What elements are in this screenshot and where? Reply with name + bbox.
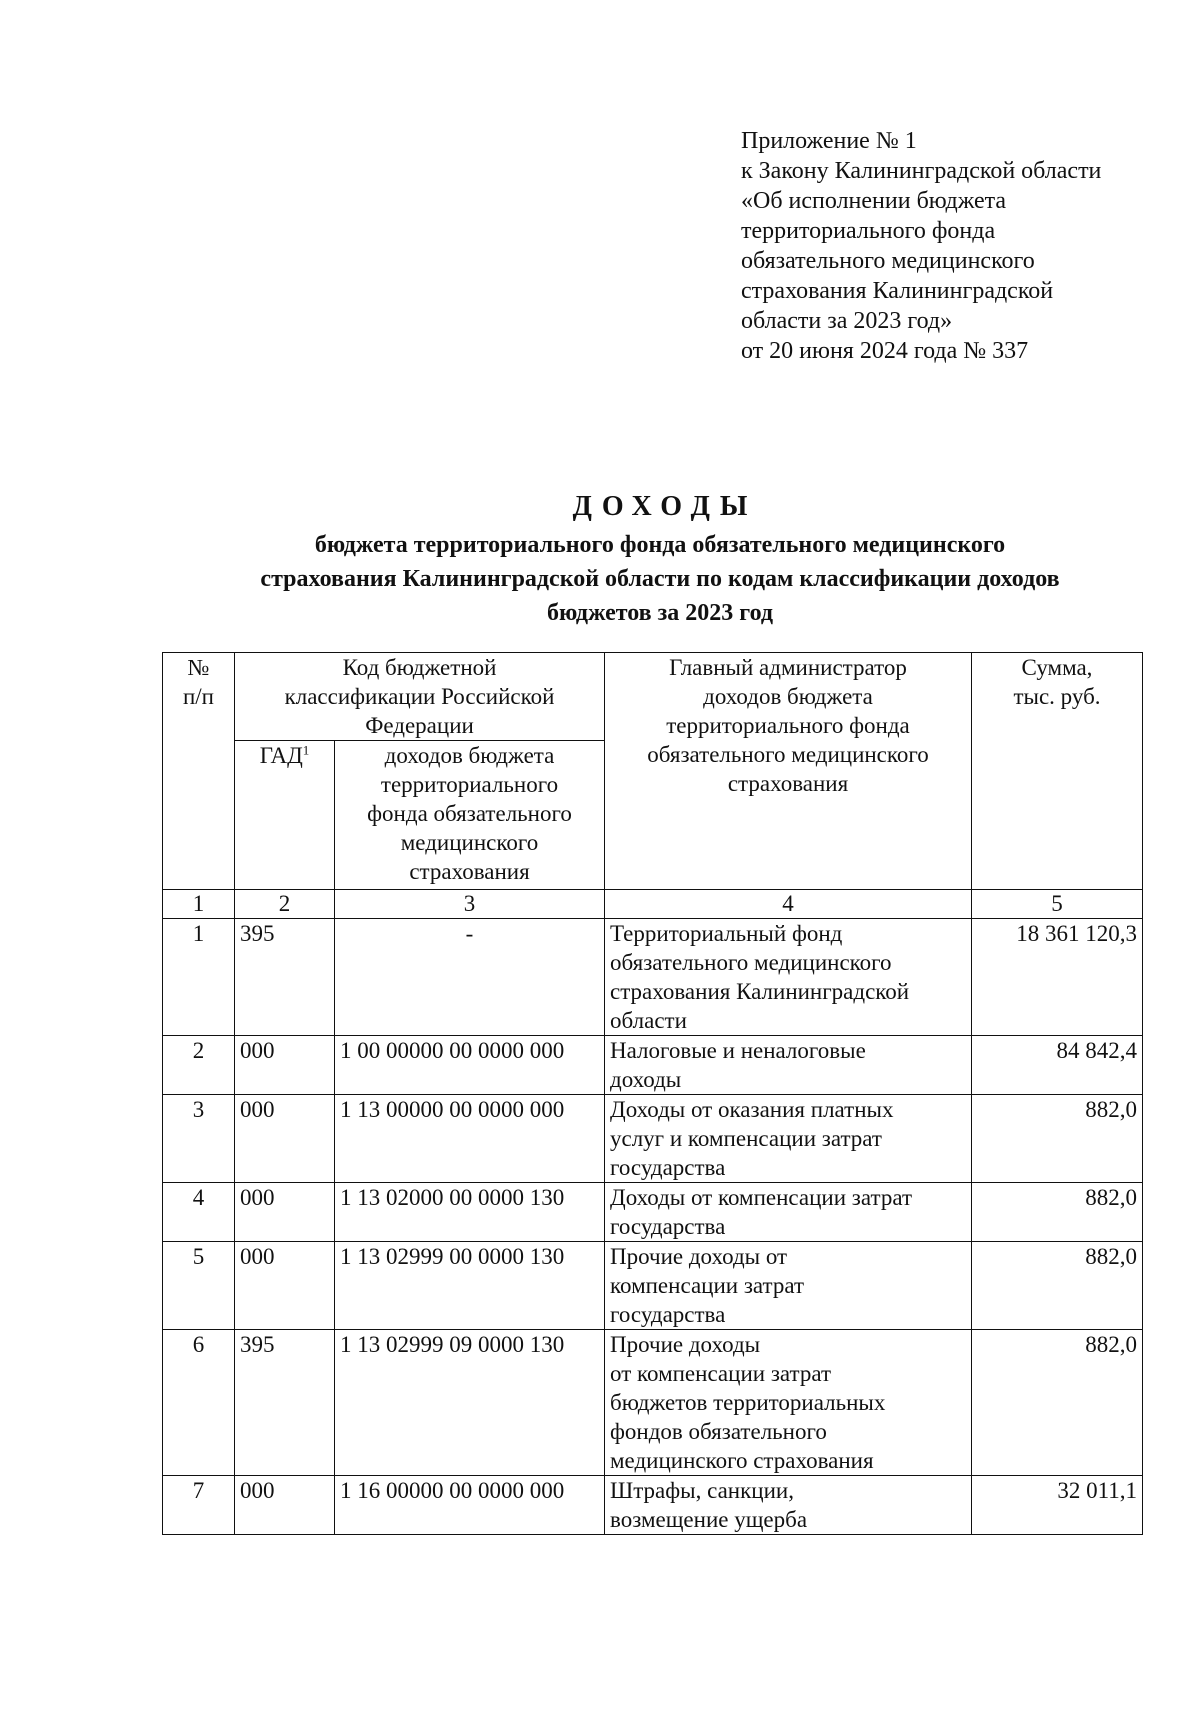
row-code: 1 13 00000 00 0000 000 — [335, 1095, 605, 1183]
appendix-line: территориального фонда — [741, 218, 996, 244]
header-admin: Главный администратор доходов бюджета территориального фонда обязательного медицинского страхования — [605, 653, 972, 890]
row-sum: 882,0 — [972, 1242, 1143, 1330]
row-name: Прочие доходы от компенсации затрат бюджетов территориальных фондов обязательного медицинского страхования — [605, 1330, 972, 1476]
appendix-line: Приложение № 1 — [741, 128, 917, 154]
header-row — [163, 653, 1143, 741]
appendix-line: «Об исполнении бюджета — [741, 188, 1007, 214]
header-sum: Сумма, тыс. руб. — [972, 653, 1143, 890]
document-title — [100, 490, 1200, 630]
appendix-line: к Закону Калининградской области — [741, 158, 1102, 184]
title-main: ДОХОДЫ — [572, 491, 758, 522]
income-table-wrapper — [162, 652, 1143, 1535]
row-name: Штрафы, санкции, возмещение ущерба — [605, 1476, 972, 1535]
row-gad: 000 — [235, 1242, 335, 1330]
row-gad: 395 — [235, 919, 335, 1036]
column-number: 1 — [163, 890, 235, 919]
header-code-group: Код бюджетной классификации Российской Федерации — [235, 653, 605, 741]
column-number: 5 — [972, 890, 1143, 919]
title-subtitle-line: бюджета территориального фонда обязательного медицинского — [314, 532, 1006, 558]
row-code: - — [335, 919, 605, 1036]
row-sum: 84 842,4 — [972, 1036, 1143, 1095]
column-number: 2 — [235, 890, 335, 919]
row-code: 1 13 02000 00 0000 130 — [335, 1183, 605, 1242]
row-gad: 000 — [235, 1036, 335, 1095]
row-gad: 395 — [235, 1330, 335, 1476]
header-num: № п/п — [163, 653, 235, 890]
column-numbers-row — [163, 890, 1143, 919]
header-income-code: доходов бюджета территориального фонда обязательного медицинского страхования — [335, 741, 605, 890]
row-gad: 000 — [235, 1476, 335, 1535]
row-num: 6 — [163, 1330, 235, 1476]
table-row — [163, 1036, 1143, 1095]
appendix-line: области за 2023 год» — [741, 308, 953, 334]
table-row — [163, 1095, 1143, 1183]
table-row — [163, 1183, 1143, 1242]
row-code: 1 13 02999 00 0000 130 — [335, 1242, 605, 1330]
appendix-header — [741, 126, 1161, 366]
row-num: 7 — [163, 1476, 235, 1535]
row-sum: 18 361 120,3 — [972, 919, 1143, 1036]
row-name: Территориальный фонд обязательного медицинского страхования Калининградской области — [605, 919, 972, 1036]
column-number: 3 — [335, 890, 605, 919]
row-code: 1 00 00000 00 0000 000 — [335, 1036, 605, 1095]
row-gad: 000 — [235, 1183, 335, 1242]
column-number: 4 — [605, 890, 972, 919]
table-row — [163, 919, 1143, 1036]
row-num: 4 — [163, 1183, 235, 1242]
row-sum: 882,0 — [972, 1095, 1143, 1183]
row-num: 5 — [163, 1242, 235, 1330]
row-gad: 000 — [235, 1095, 335, 1183]
row-name: Доходы от оказания платных услуг и компенсации затрат государства — [605, 1095, 972, 1183]
header-gad: ГАД$^1$ — [235, 741, 335, 890]
row-sum: 32 011,1 — [972, 1476, 1143, 1535]
appendix-line: обязательного медицинского — [741, 248, 1035, 274]
row-num: 2 — [163, 1036, 235, 1095]
row-sum: 882,0 — [972, 1183, 1143, 1242]
row-num: 3 — [163, 1095, 235, 1183]
table-row — [163, 1242, 1143, 1330]
row-name: Доходы от компенсации затрат государства — [605, 1183, 972, 1242]
row-sum: 882,0 — [972, 1330, 1143, 1476]
row-num: 1 — [163, 919, 235, 1036]
row-name: Налоговые и неналоговые доходы — [605, 1036, 972, 1095]
appendix-line: страхования Калининградской — [741, 278, 1054, 304]
table-row — [163, 1330, 1143, 1476]
table-row — [163, 1476, 1143, 1535]
row-code: 1 13 02999 09 0000 130 — [335, 1330, 605, 1476]
title-subtitle-line: страхования Калининградской области по кодам классификации доходов — [260, 566, 1060, 592]
row-code: 1 16 00000 00 0000 000 — [335, 1476, 605, 1535]
title-subtitle-line: бюджетов за 2023 год — [546, 600, 774, 626]
income-table — [162, 652, 1143, 1535]
row-name: Прочие доходы от компенсации затрат государства — [605, 1242, 972, 1330]
appendix-line: от 20 июня 2024 года № 337 — [741, 338, 1029, 364]
